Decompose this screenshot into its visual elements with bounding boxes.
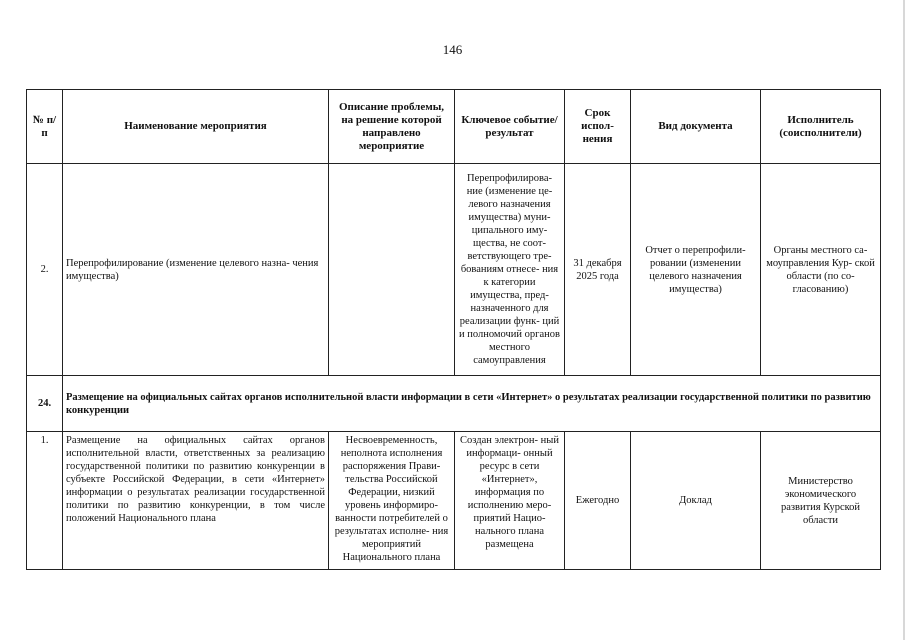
header-name: Наименование мероприятия	[63, 90, 329, 164]
row-executor: Органы местного са- моуправления Кур- ской области (по со- гласованию)	[761, 164, 881, 376]
table-row	[27, 164, 881, 376]
section-row	[27, 376, 881, 432]
row-doc-type: Доклад	[631, 432, 761, 570]
section-num: 24.	[27, 376, 63, 432]
header-executor: Исполнитель (соисполнители)	[761, 90, 881, 164]
row-problem	[329, 164, 455, 376]
row-deadline: 31 декабря 2025 года	[565, 164, 631, 376]
page-number: 146	[442, 42, 463, 57]
action-plan-table	[26, 89, 881, 570]
row-problem: Несвоевременность, неполнота исполнения распоряжения Прави- тельства Российской Федерации, низкий уровень информиро- ванности потребителей о результатах исполне- ния мероприятий Национального плана	[329, 432, 455, 570]
header-event: Ключевое событие/ результат	[455, 90, 565, 164]
header-row	[27, 90, 881, 164]
row-executor: Министерство экономического развития Курской области	[761, 432, 881, 570]
row-deadline: Ежегодно	[565, 432, 631, 570]
row-event: Перепрофилирова- ние (изменение це- левого назначения имущества) муни- ципального иму- щества, не соот- ветствующего тре- бованиям отнесе- ния к категории имущества, пред- назначенного для реализации функ- ций и полномочий органов местного самоуправления	[455, 164, 565, 376]
header-doc-type: Вид документа	[631, 90, 761, 164]
row-num: 1.	[27, 432, 63, 570]
header-deadline: Срок испол- нения	[565, 90, 631, 164]
section-title: Размещение на официальных сайтах органов исполнительной власти информации в сети «Интернет» о результатах реализации государственной политики по развитию конкуренции	[63, 376, 881, 432]
row-name: Размещение на официальных сайтах органов исполнительной власти, ответственных за реализацию государственной политики по развитию конкуренции в субъекте Российской Федерации, в сети «Интернет» информации о результатах реализации государственной политики по развитию конкуренции, в том числе положений Национального плана	[63, 432, 329, 570]
row-doc-type: Отчет о перепрофили- ровании (изменении целевого назначения имущества)	[631, 164, 761, 376]
row-num: 2.	[27, 164, 63, 376]
header-problem: Описание проблемы, на решение которой направлено мероприятие	[329, 90, 455, 164]
row-name: Перепрофилирование (изменение целевого назна- чения имущества)	[63, 164, 329, 376]
header-num: № п/п	[27, 90, 63, 164]
table-row	[27, 432, 881, 570]
row-event: Создан электрон- ный информаци- онный ресурс в сети «Интернет», информация по исполнению меро- приятий Нацио- нального плана размещена	[455, 432, 565, 570]
